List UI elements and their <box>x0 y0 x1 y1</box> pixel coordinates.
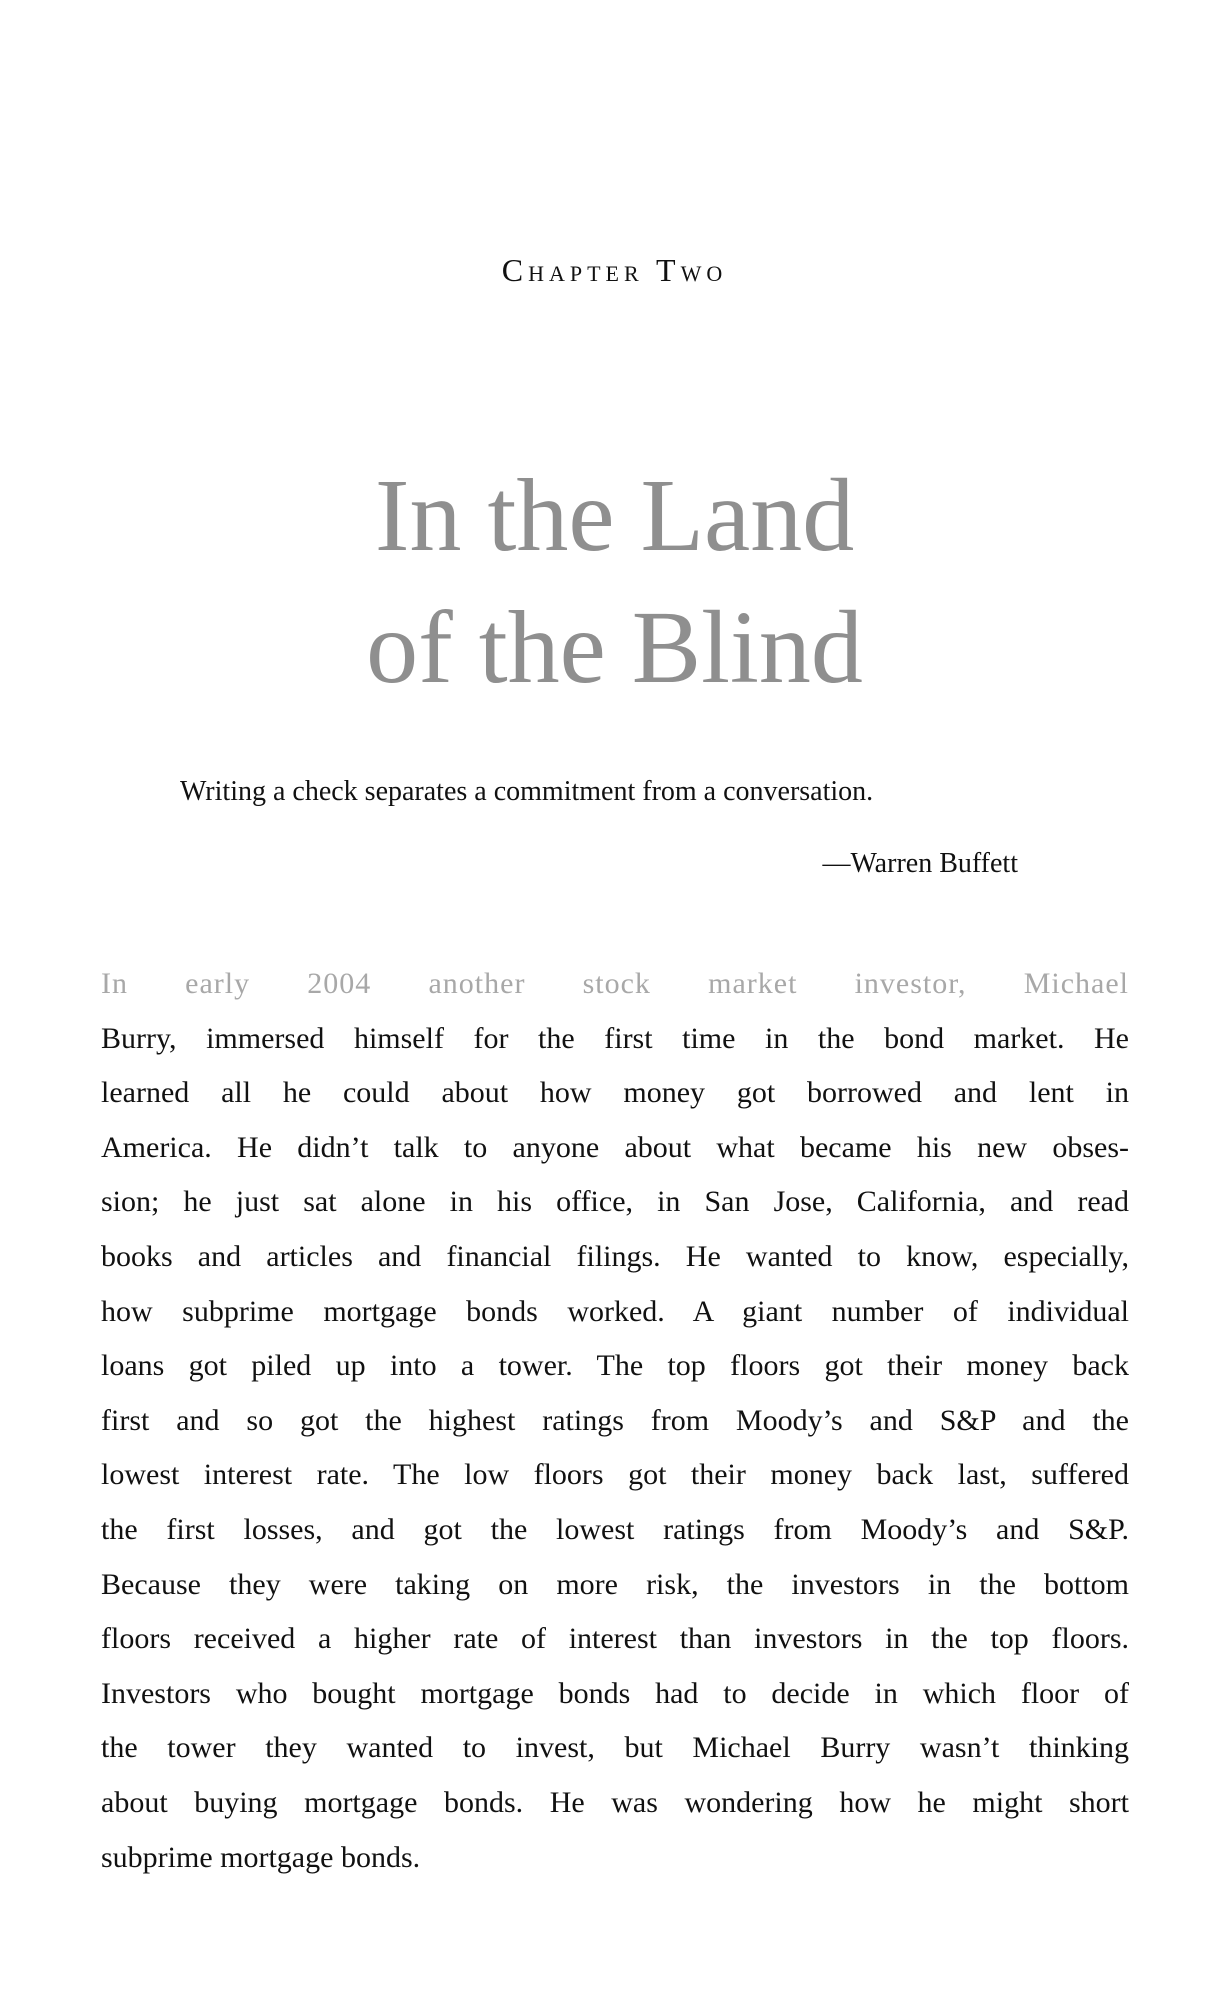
epigraph <box>180 776 1040 879</box>
body-line: the first losses, and got the lowest ratings from Moody’s and S&P. <box>101 1512 1129 1546</box>
body-line: lowest interest rate. The low floors got their money back last, suffered <box>101 1458 1129 1492</box>
body-line: In early 2004 another stock market investor, Michael <box>101 967 1129 1000</box>
body-paragraph <box>101 957 1129 1885</box>
body-line: about buying mortgage bonds. He was wondering how he might short <box>101 1785 1129 1819</box>
body-line: books and articles and financial filings. He wanted to know, especially, <box>101 1239 1129 1273</box>
body-line: Burry, immersed himself for the first time in the bond market. He <box>101 1021 1129 1055</box>
chapter-title-line-2: of the Blind <box>366 590 863 705</box>
body-line: floors received a higher rate of interest than investors in the top floors. <box>101 1622 1129 1656</box>
body-line: learned all he could about how money got borrowed and lent in <box>101 1076 1129 1110</box>
body-line: sion; he just sat alone in his office, in San Jose, California, and read <box>101 1185 1129 1219</box>
epigraph-quote: Writing a check separates a commitment from a conversation. <box>180 776 874 807</box>
body-line: subprime mortgage bonds. <box>101 1840 421 1874</box>
body-line: America. He didn’t talk to anyone about what became his new obses- <box>101 1130 1129 1164</box>
body-line: how subprime mortgage bonds worked. A giant number of individual <box>101 1294 1129 1328</box>
body-line: Because they were taking on more risk, the investors in the bottom <box>101 1567 1129 1601</box>
chapter-title <box>0 450 1229 714</box>
epigraph-author: —Warren Buffett <box>822 848 1018 879</box>
body-line: the tower they wanted to invest, but Michael Burry wasn’t thinking <box>101 1731 1129 1765</box>
body-line: Investors who bought mortgage bonds had to decide in which floor of <box>101 1676 1129 1710</box>
chapter-label: Chapter Two <box>501 252 728 288</box>
body-line: first and so got the highest ratings from Moody’s and S&P and the <box>101 1403 1129 1437</box>
chapter-title-line-1: In the Land <box>374 458 855 573</box>
body-line: loans got piled up into a tower. The top floors got their money back <box>101 1349 1129 1383</box>
